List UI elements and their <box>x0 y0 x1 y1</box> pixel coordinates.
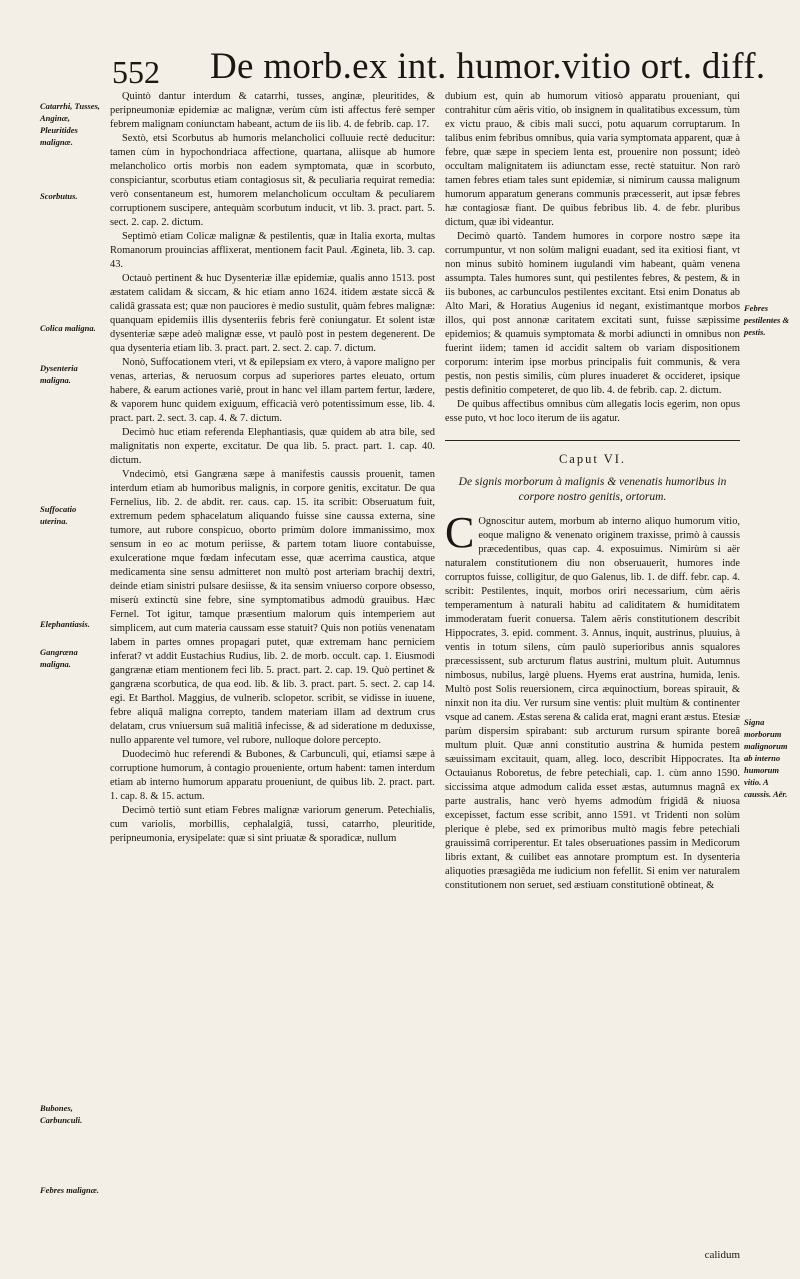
paragraph: Octauò pertinent & huc Dysenteriæ illæ epidemiæ, qualis anno 1513. post æstatem calidam & siccam, & hic etiam anno 1624. itidem æstate siccâ & calidâ grassata est; quæ non pauciores è medio sustulit, quàm febres malignæ: quanquam epidemiis illis dysenteriis febris ferè coniungatur. Et solent istæ dysenteriæ sæpe adeò malignæ esse, vt paulò post in pestem degenerent. De qua dysenteria etiam lib. 3. pract. part. 2. sect. 2. cap. 7. dictum. <box>110 273 435 354</box>
paragraph: Vndecimò, etsi Gangræna sæpe à manifestis caussis prouenit, tamen interdum etiam ab humoribus malignis, in corpore genitis, excitatur. De qua Fernelius, lib. 2. de abdit. rer. caus. cap. 15. ita scribit: Obseruatum fuit, extremum pedem sphacelatum aliquando fuisse sine caussa externa, sine tumore, aut rubore conspicuo, oborto primùm dolore immanissimo, mox sensum in eo ac motum periisse, & partem totam liuore contabuisse, exulceratione mque fœdam infecutam esse, quæ acerrima caustica, atque medicamenta sine sensu admitteret non multò post arteriam brachij dextri, deinde etiam sinistri pulsare desiisse, & ita sensim vniuerso corpore obsesso, miserù extinctù sine febre, sine symptomatibus admodù grauibus. Hæc Fernel. Tot igitur, tamque præsentium malorum quis intemperiem aut simplicem, aut cum materia caussam esse statuit? Quis non potiùs venenatam labem in partes omnes propagari putet, quæ extremam hanc perniciem inferat? vt addit Eustachius Rudius, lib. 2. de morb. occult. cap. 1. Eiusmodi gangrænæ etiam mentionem feci lib. 5. pract. part. 2. cap. 19. Quò pertinet & gangræna scorbutica, de qua eod. lib. & lib. 3. pract. part. 5. sect. 2. cap 14. egi. Et Barthol. Maggius, de vulnerib. sclopetor. scribit, se vidisse in iuuene, febre aliquâ maligna correpto, tandem materiam illam ad dextrum crus delatam, crus vniuersum suâ malitiâ infecisse, & ad sideratione m deduxisse, nullo apparente vel tumore, vel rubore, nulloque dolore percepto. <box>110 469 435 746</box>
margin-note: Gangræna maligna. <box>40 647 78 669</box>
paragraph: Sextò, etsi Scorbutus ab humoris melancholici colluuie rectè deducitur: tamen cùm in hypochondriaca affectione, quartana, aliisque ab humore melancholico ortis morbis non eadem symptomata, quæ in scorbuto, conspiciantur, scorbutus etiam contagiosus sit, & peculiaria requirat remedia: verò consentaneum est, humorem melancholicum occultam & peculiarem corruptionem suscipere, antequàm scorbutum inducit, vt lib. 3. pract. part. 5. sect. 2. cap. 2. dictum. <box>110 133 435 228</box>
chapter-first-paragraph <box>445 508 740 893</box>
margin-note: Colica maligna. <box>40 323 96 333</box>
page-number: 552 <box>112 54 160 90</box>
left-column <box>110 90 435 846</box>
drop-cap: C <box>445 508 475 557</box>
paragraph: Septimò etiam Colicæ malignæ & pestilentis, quæ in Italia exorta, multas Romanorum prouincias afflixerat, mentionem facit Paul. Æginetа, lib. 3. cap. 43. <box>110 231 435 270</box>
paragraph: De quibus affectibus omnibus cùm allegatis locis egerim, non opus esse puto, vt hoc loco iterum de iis agatur. <box>445 399 740 424</box>
paragraph: dubium est, quin ab humorum vitiosò apparatu proueniant, qui contrahitur cùm aëris vitio, ob insignem in qualitatibus excessum, tùm ex victu prauo, & cibis mali succi, potu aquarum corruptarum. In talibus enim febribus omnibus, quia varia symptomata apparent, quæ à febre, quæ sæpe in speciem lenta est, prouenire non possunt; ideò occultam malignitatem iis adiunctam esse, rectè statuitur. Non rarò tamen febres etiam tales sunt epidemiæ, si nimirum caussa malignum humorum apparatum generans communis præcesserit, aut ipsæ febres hæ contagiosæ fiant. De quibus febribus lib. 4. de febr. pluribus dictum, quæ ibi videantur. <box>445 91 740 228</box>
margin-note: Elephantiasis. <box>40 619 90 629</box>
margin-note: Bubones, Carbunculi. <box>40 1103 83 1125</box>
paragraph: Decimò quartò. Tandem humores in corpore nostro sæpe ita corrumpuntur, vt non solùm maligni euadant, sed ita exitiosi fiant, vt non minus subitò hominem iugulandi vim habeant, quàm venena assumpta. Tales humores sunt, qui pestilentes febres, & pestem, & in iis bubones, ac carbunculos pestilentes excitant. Etsi enim Donatus ab Alto Mari, & Horatius Augenius id negant, existimantque morbos illos, qui post annonæ caritatem excitati sunt, fuisse sæpissime epidemios; & quamuis symptomata & morbi adiuncti in omnibus non fuerint iidem; tamen id accidit saltem ob variam dispositionem corporum: interim ipse morbus principalis fuit communis, & vera pestis, non pestis similis, cùm plures inuaderet & occideret, ipsique pestis definitio competeret, de quo lib. 4. de febrib. cap. 2. dictum. <box>445 231 740 396</box>
chapter-paragraph-text: Ognoscitur autem, morbum ab interno aliquo humorum vitio, eoque maligno & venenato originem traxisse, primò à caussis præcedentibus, quas cap. 4. exposuimus. Nimirùm si aër naturalem constitutionem diu non obseruauerit, humores inde corruptos fuisse, colligitur, de quo Galenus, lib. 1. de diff. febr. cap. 4. scribit: Pestilentes, inquit, morbos oriri necessarium, cùm aëris temperamentum à naturali habitu ad caliditatem & humiditatem immoderatam fuerit conuersa. Talem aëris constitutionem describit Hippocrates, 3. epid. comment. 3. Annus, inquit, austrinus, pluuius, à ventis in totum silens, cùm paulò superioribus annis squalores præcessissent, sub arcturum flatus austrini, multum pluit. Autumnus nimbosus, nubilus, largè pluens. Hyems erat austrina, humida, lenis. Multò post Solis reuersionem, circa æquinoctium, boreas spirauit, & ninxit non ita diu. Ver rursum sine ventis: pluit multùm & continenter vsque ad canem. Æstas serena & calida erat, magni erant æstus. Etesiæ parùm dispersim spirabant: sub arcturum rursum spirante boreâ multum pluit. Quæ anni constitutio austrina & humida pestem sæuissimam excitauit, quam, alleg. loco, describit Hippocrates. Ita Octauianus Roboretus, de febre petechiali, cap. 1. cùm anno 1590. siccissima atque admodum calida esset æstas, autumnus magnâ ex parte australis, hanc verò hyems admodùm frigidâ & niuosa excepisset, factum esse scribit, anno 1591. vt Tridenti non solùm plerique è plebe, sed ex primoribus multò magis febre petechiali grauissimâ corriperentur. Et tales obseruationes passim in Medicorum libris extant, & cuilibet eas annotare promptum est. In dysenteria aliquoties præsagiêda me iudicium non fefellit. Si enim ver naturalem constitutionem non seruet, sed æstiuam constitutionê obtineat, & <box>445 516 740 891</box>
chapter-title: De signis morborum à malignis & venenatis humoribus in corpore nostro genitis, ortorum. <box>458 476 727 503</box>
chapter-heading: Caput VI. <box>558 452 627 466</box>
paragraph: Duodecimò huc referendi & Bubones, & Carbunculi, qui, etiamsi sæpe à corruptione humorum, à contagio proueniente, ortum habent: tamen interdum etiam ab interno humorum apparatu proueniunt, de quibus lib. 2. pract. part. 1. cap. 8. & 15. actum. <box>110 749 435 802</box>
paragraph: Decimò tertiò sunt etiam Febres malignæ variorum generum. Petechialis, cum variolis, morbillis, cephalalgiâ, tussi, catarrho, pleuritide, peripneumonia, erysipelate: quæ si sint priuatæ & sporadicæ, nullum <box>110 805 435 844</box>
divider <box>445 440 740 441</box>
paragraph: Quintò dantur interdum & catarrhi, tusses, anginæ, pleuritides, & peripneumoniæ epidemiæ ac malignæ, verùm cùm isti affectus ferè semper febrem malignam coniunctam habeant, actum de iis lib. 4. de febrib. cap. 17. <box>110 91 435 130</box>
catchword: calidum <box>704 1249 740 1261</box>
margin-note: Signa morborum malignorum ab interno humorum vitio. A caussis. Aër. <box>744 717 788 799</box>
margin-note: Suffocatio uterina. <box>40 504 77 526</box>
margin-note: Scorbutus. <box>40 191 78 201</box>
paragraph: Nonò, Suffocationem vteri, vt & epilepsiam ex vtero, à vapore maligno per venas, arterias, & neruosum corpus ad superiores partes eleuato, ortum habere, & earum actiones variè, prout in hanc vel illam partem fertur, lædere, & vaporem hunc quidem exiguum, efficacià verò potentissimum esse, lib. 4. pract. part. 2. sect. 3. cap. 4. & 7. dictum. <box>110 357 435 424</box>
margin-note: Febres pestilentes & pestis. <box>744 303 790 337</box>
margin-note: Febres malignæ. <box>40 1185 100 1195</box>
margin-note: Catarrhi, Tusses, Anginæ, Pleuritides malignæ. <box>40 101 100 147</box>
right-column <box>445 90 740 893</box>
paragraph: Decimò huc etiam referenda Elephantiasis, quæ quidem ab atra bile, sed malignitatis non experte, excitatur. De qua lib. 5. pract. part. 1. cap. 40. dictum. <box>110 427 435 466</box>
margin-note: Dysenteria maligna. <box>40 363 78 385</box>
running-title: De morb.ex int. humor.vitio ort. diff. <box>210 46 766 87</box>
